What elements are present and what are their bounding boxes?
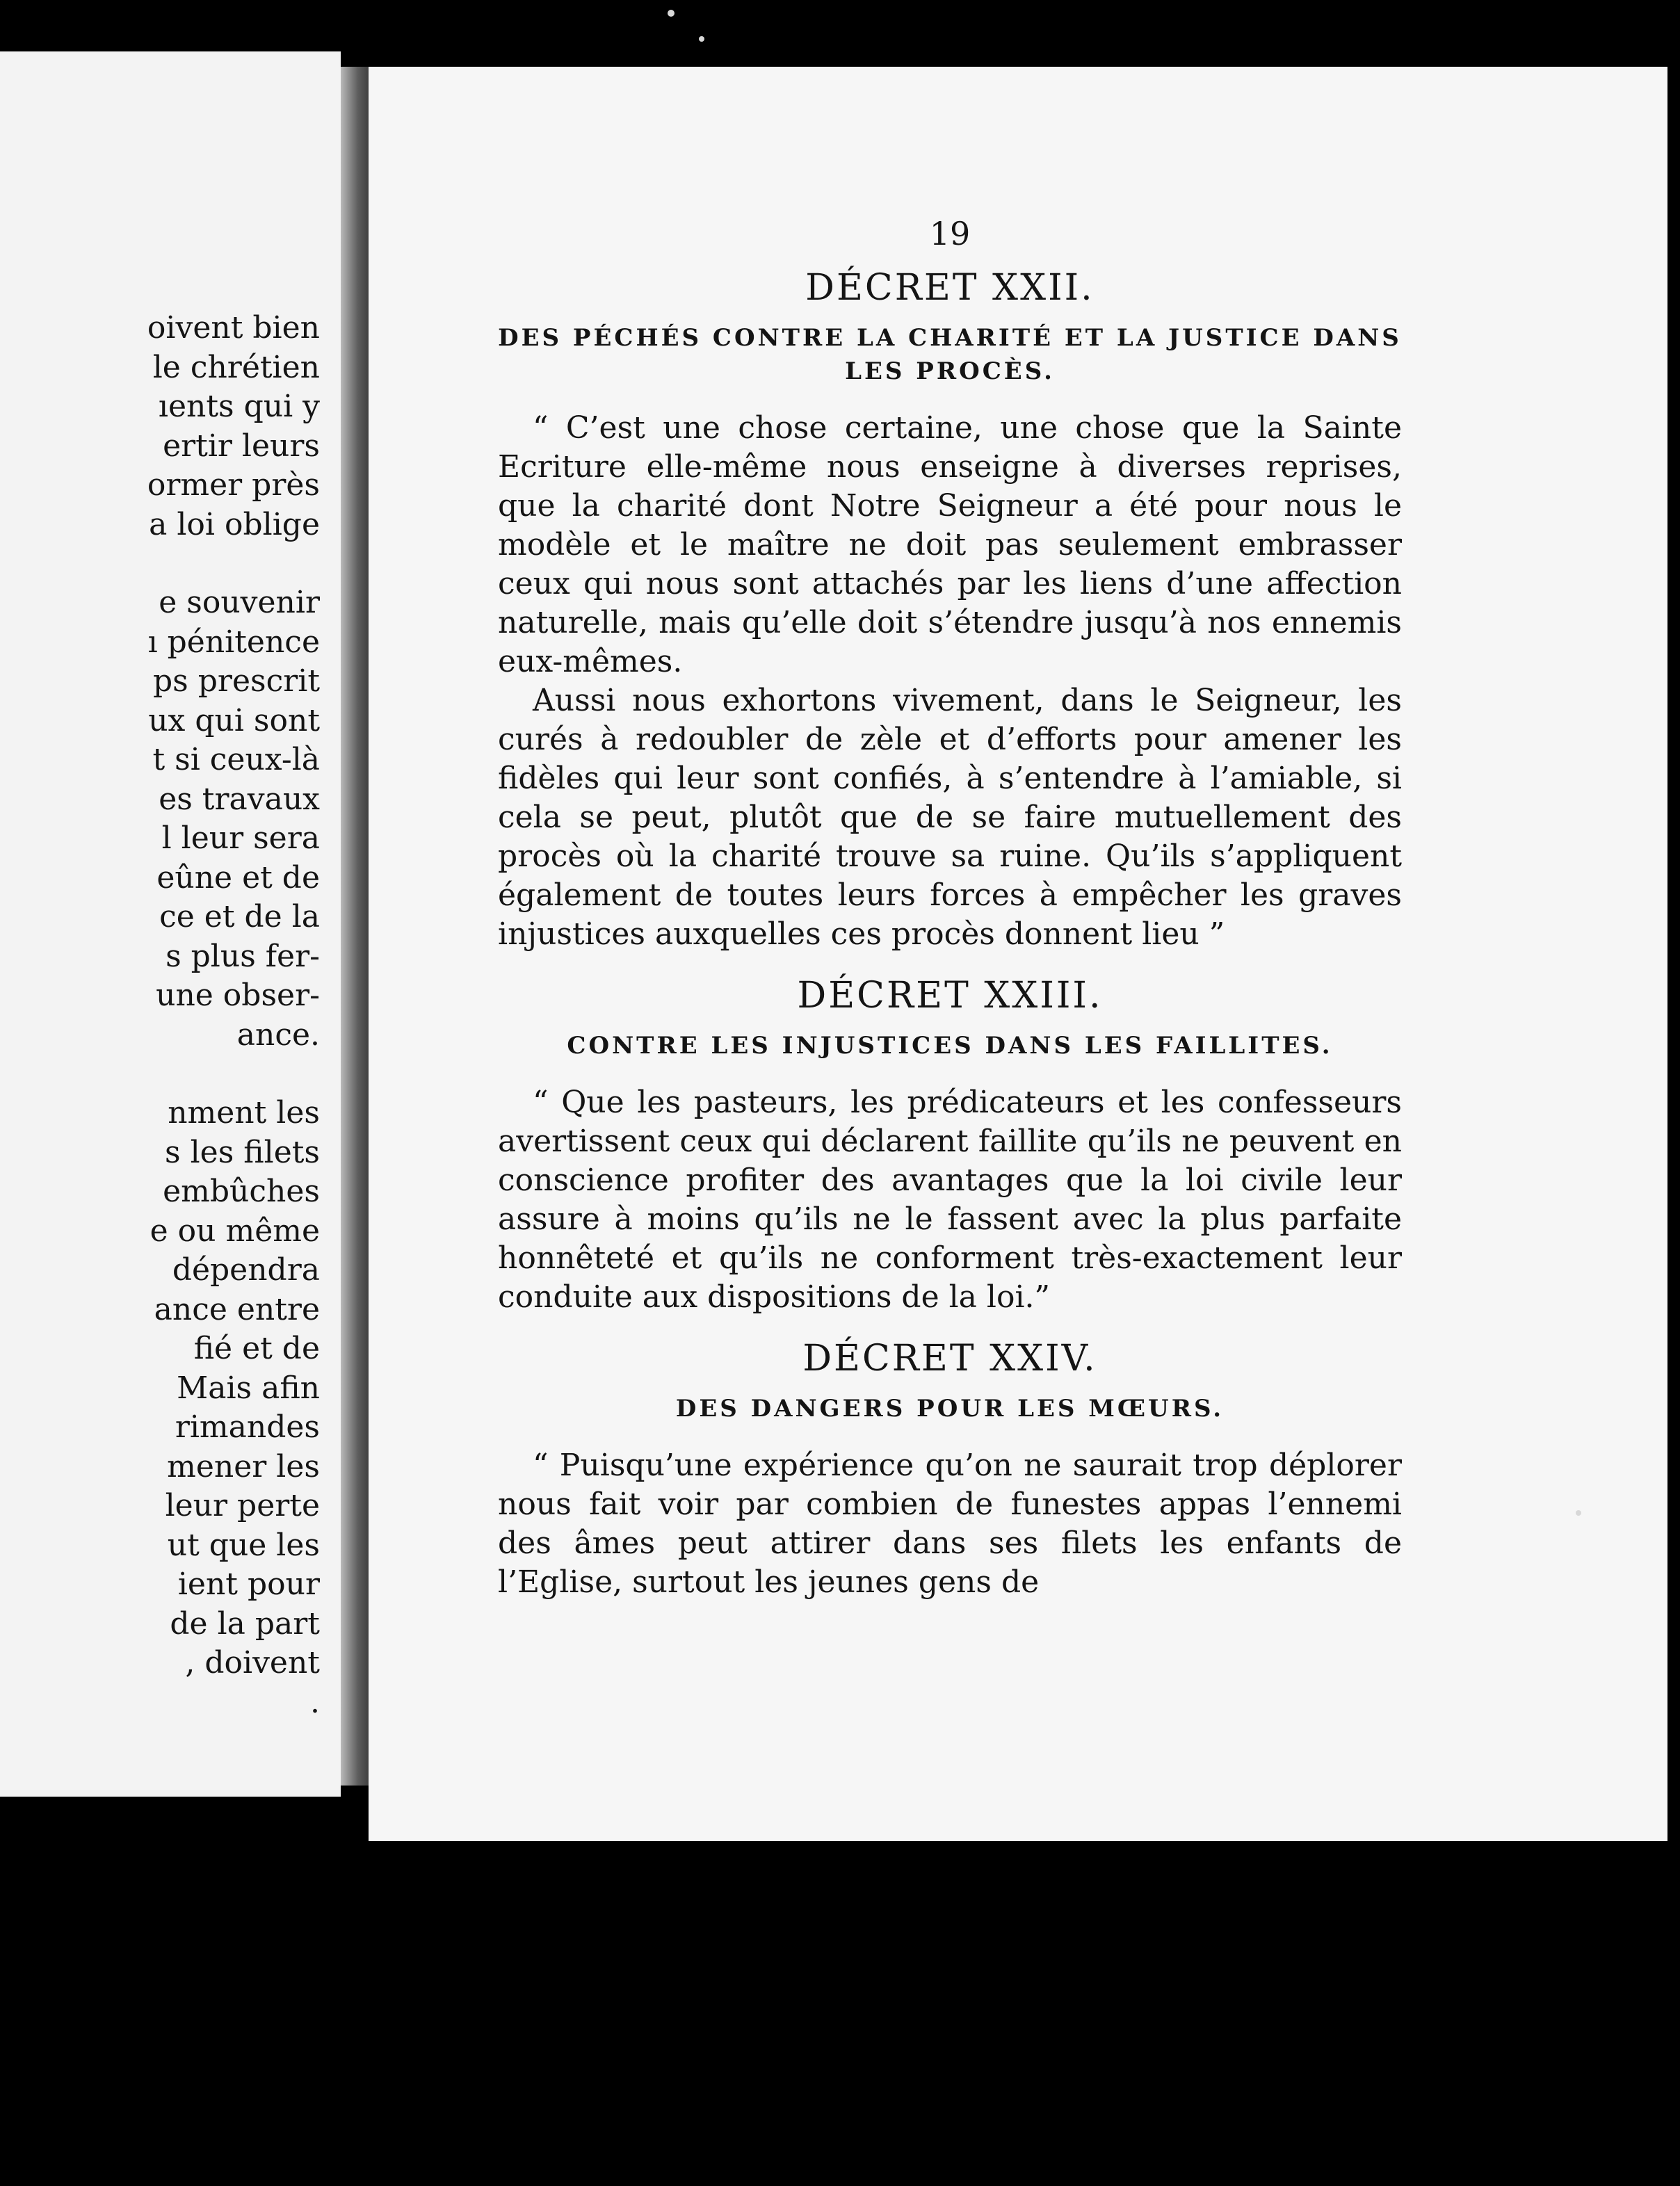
left-line: ertir leurs xyxy=(163,428,320,464)
left-line: de la part xyxy=(170,1605,320,1642)
left-line-gap xyxy=(0,1055,320,1094)
decree-section xyxy=(498,1332,1402,1602)
decree-paragraph: Aussi nous exhortons vivement, dans le Seigneur, les curés à redoubler de zèle et d’efforts pour amener les fidèles qui leur sont confiés, à s’entendre à l’amiable, si cela se peut, plutôt que de se faire mutuellement des procès où la charité trouve sa ruine. Qu’ils s’appliquent également de toutes leurs forces à empêcher les graves injustices auxquelles ces procès donnent lieu ” xyxy=(498,683,1402,952)
left-line: . xyxy=(310,1684,320,1720)
left-line: s plus fer- xyxy=(165,938,320,974)
left-line: fié et de xyxy=(193,1331,320,1366)
left-line: une obser- xyxy=(156,978,320,1013)
left-line: t si ceux-là xyxy=(152,742,320,777)
left-line: embûches xyxy=(163,1174,320,1209)
left-line: leur perte xyxy=(165,1488,320,1523)
decree-paragraph: “ Que les pasteurs, les prédicateurs et les confesseurs avertissent ceux qui déclarent faillite qu’ils ne peuvent en conscience profiter des avantages que la loi civile leur assure à moins qu’ils ne le fassent avec la plus parfaite honnêteté et qu’ils ne conforment très-exactement leur conduite aux dispositions de la loi.” xyxy=(498,1085,1402,1315)
left-line: eûne et de xyxy=(156,859,320,896)
page-content xyxy=(498,206,1402,1617)
left-line: , doivent xyxy=(185,1645,320,1681)
left-line: s les filets xyxy=(165,1134,320,1170)
decree-section xyxy=(498,969,1402,1317)
decree-paragraph: “ Puisqu’une expérience qu’on ne saurait trop déplorer nous fait voir par combien de funestes appas l’ennemi des âmes peut attirer dans ses filets les enfants de l’Eglise, surtout les jeunes gens de xyxy=(498,1448,1402,1600)
decree-title: DÉCRET XXIII. xyxy=(797,975,1103,1017)
left-line: ance. xyxy=(236,1017,320,1053)
left-line: ance entre xyxy=(154,1291,320,1327)
left-line: nment les xyxy=(168,1095,320,1131)
left-line: mener les xyxy=(167,1448,320,1484)
left-line: ut que les xyxy=(167,1527,320,1563)
left-line: es travaux xyxy=(159,781,320,817)
left-line: ıents qui y xyxy=(158,389,320,424)
left-line: ormer près xyxy=(147,467,320,503)
decree-section xyxy=(498,261,1402,954)
decree-paragraph: “ C’est une chose certaine, une chose que la Sainte Ecriture elle-même nous enseigne à diverses reprises, que la charité dont Notre Seigneur a été pour nous le modèle et le maître ne doit pas seulement embrasser ceux qui nous sont attachés par les liens d’une affection naturelle, mais qu’elle doit s’étendre jusqu’à nos ennemis eux-mêmes. xyxy=(498,410,1402,679)
left-line: a loi oblige xyxy=(149,506,320,542)
decree-title: DÉCRET XXII. xyxy=(805,267,1095,309)
left-line: ce et de la xyxy=(159,899,320,934)
left-page xyxy=(0,51,341,1797)
page-number: 19 xyxy=(929,215,971,252)
left-line: l leur sera xyxy=(161,820,320,856)
left-line: Mais afin xyxy=(177,1370,320,1406)
left-line: dépendra xyxy=(172,1252,320,1288)
scan-speck xyxy=(699,36,704,42)
left-line: le chrétien xyxy=(152,349,320,385)
left-page-text xyxy=(0,309,320,1722)
decree-subtitle: CONTRE LES INJUSTICES DANS LES FAILLITES. xyxy=(567,1032,1333,1060)
left-line: ı pénitence xyxy=(147,624,320,660)
left-line: rimandes xyxy=(175,1409,320,1445)
left-line: ps prescrit xyxy=(153,663,320,699)
decree-title: DÉCRET XXIV. xyxy=(802,1338,1097,1379)
left-line: ux qui sont xyxy=(148,702,320,738)
left-line: e souvenir xyxy=(159,585,320,620)
decree-subtitle: DES DANGERS POUR LES MŒURS. xyxy=(675,1395,1225,1423)
right-page xyxy=(369,67,1667,1841)
left-line: e ou même xyxy=(150,1213,320,1249)
decree-subtitle: DES PÉCHÉS CONTRE LA CHARITÉ ET LA JUSTICE DANS LES PROCÈS. xyxy=(498,324,1402,385)
scan-speck xyxy=(1576,1510,1581,1516)
left-line-gap xyxy=(0,544,320,583)
scan-speck xyxy=(668,10,675,17)
left-line: ient pour xyxy=(177,1566,320,1602)
left-line: oivent bien xyxy=(147,310,320,346)
